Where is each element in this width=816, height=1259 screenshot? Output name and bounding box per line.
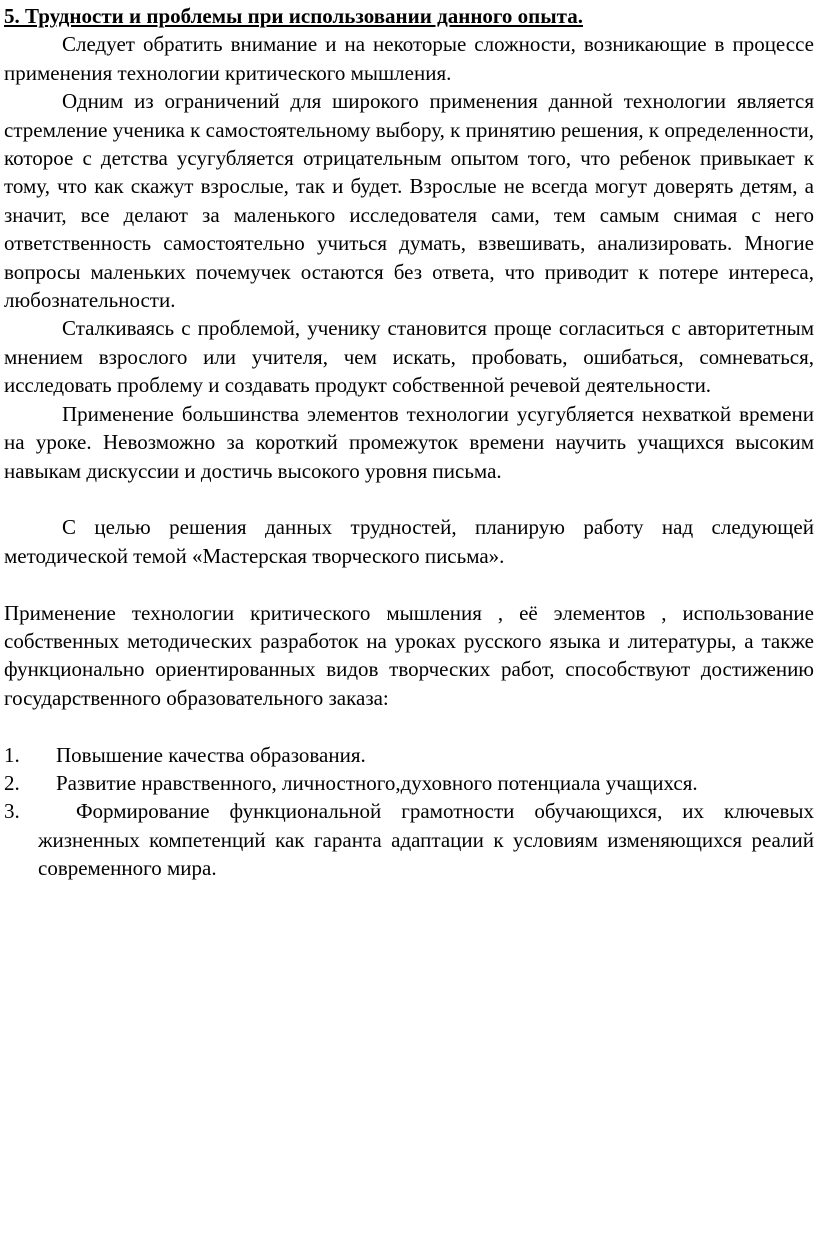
blank-line (4, 485, 814, 513)
list-item (4, 769, 814, 797)
list-item (4, 797, 814, 882)
paragraph-time-shortage: Применение большинства элементов технологии усугубляется нехваткой времени на уроке. Невозможно за короткий промежуток времени научить учащихся высоким навыкам дискуссии и достичь высокого уровня письма. (4, 401, 814, 483)
paragraph-intro: Следует обратить внимание и на некоторые сложности, возникающие в процессе применения технологии критического мышления. (4, 32, 814, 85)
outcomes-list (4, 741, 814, 883)
document-content (4, 2, 814, 883)
list-item-text: Формирование функциональной грамотности обучающихся, их ключевых жизненных компетенций как гаранта адаптации к условиям изменяющихся реалий современного мира. (38, 799, 814, 881)
blank-line (4, 570, 814, 598)
paragraph-limitations: Одним из ограничений для широкого применения данной технологии является стремление ученика к самостоятельному выбору, к принятию решения, к определенности, которое с детства усугубляется отрицательным опытом того, что ребенок привыкает к тому, что как скажут взрослые, так и будет. Взрослые не всегда могут доверять детям, а значит, все делают за маленького исследователя сами, тем самым снимая с него ответственность самостоятельно учиться думать, взвешивать, анализировать. Многие вопросы маленьких почемучек остаются без ответа, что приводит к потере интереса, любознательности. (4, 89, 814, 313)
list-item (4, 741, 814, 769)
paragraph-methodical-theme: С целью решения данных трудностей, планирую работу над следующей методической темой «Мастерская творческого письма». (4, 515, 814, 568)
list-item-text: Повышение качества образования. (56, 742, 366, 767)
paragraph-application: Применение технологии критического мышления , её элементов , использование собственных методических разработок на уроках русского языка и литературы, а также функционально ориентированных видов творческих работ, способствуют достижению государственного образовательного заказа: (4, 600, 814, 710)
list-item-text: Развитие нравственного, личностного,духовного потенциала учащихся. (56, 770, 698, 795)
section-heading: 5. Трудности и проблемы при использовании данного опыта. (4, 4, 583, 28)
paragraph-problem-facing: Сталкиваясь с проблемой, ученику становится проще согласиться с авторитетным мнением взрослого или учителя, чем искать, пробовать, ошибаться, сомневаться, исследовать проблему и создавать продукт собственной речевой деятельности. (4, 316, 814, 398)
list-item-number: 2. (4, 770, 20, 795)
list-item-number: 3. (4, 799, 20, 824)
list-item-number: 1. (4, 742, 20, 767)
blank-line (4, 712, 814, 740)
